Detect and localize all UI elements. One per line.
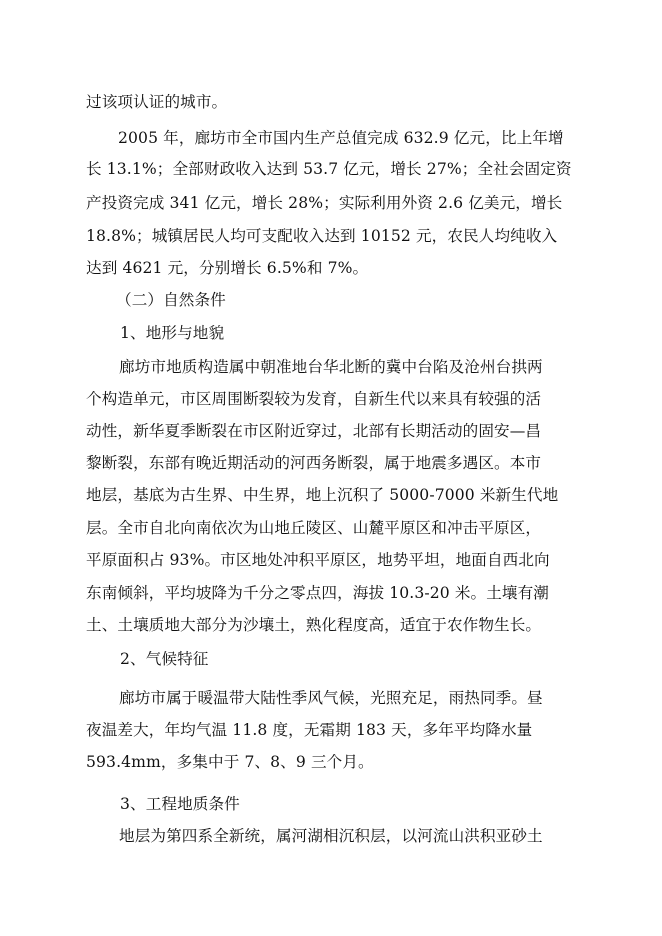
text-line: 产投资完成 341 亿元，增长 28%；实际利用外资 2.6 亿美元，增长 [86, 194, 563, 212]
subsection-heading: 1、地形与地貌 [120, 324, 225, 342]
text-line: 长 13.1%；全部财政收入达到 53.7 亿元，增长 27%；全社会固定资 [86, 160, 572, 178]
text-line: 个构造单元，市区周围断裂较为发育，自新生代以来具有较强的活 [86, 390, 542, 408]
text-line: 层。全市自北向南依次为山地丘陵区、山麓平原区和冲击平原区， [86, 519, 542, 537]
text-line: 达到 4621 元，分别增长 6.5%和 7%。 [86, 259, 369, 277]
subsection-heading: 2、气候特征 [120, 650, 209, 668]
text-line: 平原面积占 93%。市区地处冲积平原区，地势平坦，地面自西北向 [86, 551, 550, 569]
text-line: 动性，新华夏季断裂在市区附近穿过，北部有长期活动的固安—昌 [86, 422, 542, 440]
paragraph-line: 2005 年，廊坊市全市国内生产总值完成 632.9 亿元，比上年增 [118, 129, 564, 147]
text-line: 593.4mm，多集中于 7、8、9 三个月。 [86, 753, 374, 771]
text-line: 东南倾斜，平均坡降为千分之零点四，海拔 10.3-20 米。土壤有潮 [86, 584, 549, 602]
paragraph-line: 廊坊市属于暖温带大陆性季风气候，光照充足，雨热同季。昼 [119, 689, 543, 707]
section-heading: （二）自然条件 [116, 291, 226, 309]
paragraph-line: 廊坊市地质构造属中朝准地台华北断的冀中台陷及沧州台拱两 [119, 358, 543, 376]
text-line: 黎断裂，东部有晚近期活动的河西务断裂，属于地震多遇区。本市 [86, 454, 542, 472]
text-line: 地层，基底为古生界、中生界，地上沉积了 5000-7000 米新生代地 [86, 486, 559, 504]
text-line: 过该项认证的城市。 [86, 93, 228, 111]
text-line: 土、土壤质地大部分为沙壤土，熟化程度高，适宜于农作物生长。 [86, 616, 542, 634]
text-line: 夜温差大，年均气温 11.8 度，无霜期 183 天，多年平均降水量 [86, 721, 533, 739]
paragraph-line: 地层为第四系全新统，属河湖相沉积层，以河流山洪积亚砂土 [119, 827, 543, 845]
text-line: 18.8%；城镇居民人均可支配收入达到 10152 元，农民人均纯收入 [86, 227, 558, 245]
subsection-heading: 3、工程地质条件 [120, 795, 240, 813]
